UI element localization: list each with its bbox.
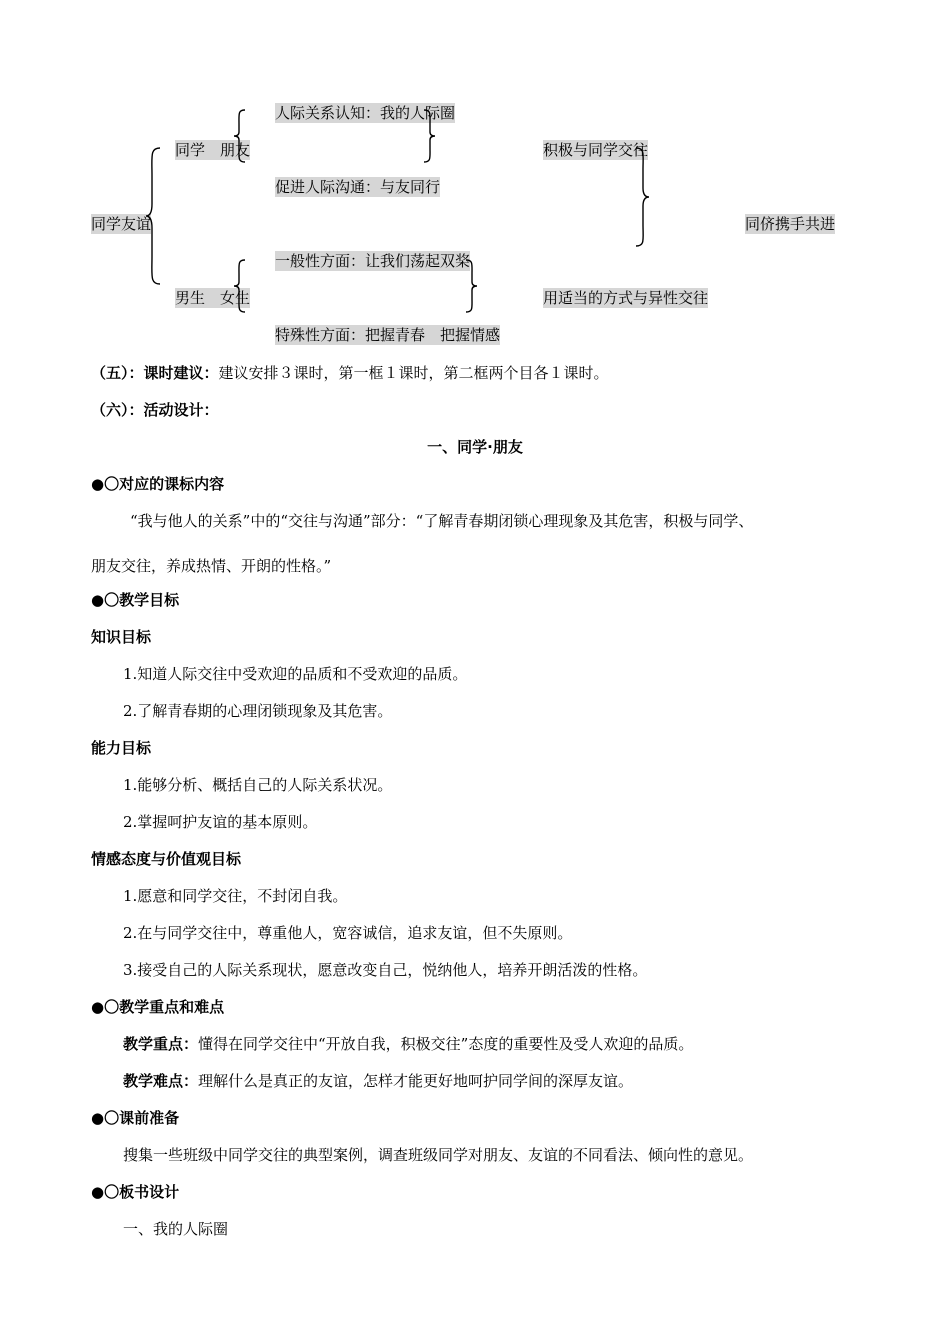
emotion-item: 3.接受自己的人际关系现状，愿意改变自己，悦纳他人，培养开朗活泼的性格。: [123, 961, 648, 979]
diagram-final: 同侪携手共进: [745, 215, 836, 233]
branch2-close-brace-icon: [463, 258, 479, 314]
emotion-item: 1.愿意和同学交往，不封闭自我。: [123, 887, 348, 905]
goals-heading: ●〇教学目标: [91, 591, 180, 609]
board-heading: ●〇板书设计: [91, 1183, 180, 1201]
branch1-result: 积极与同学交往: [543, 141, 649, 159]
diagram-root: 同学友谊: [91, 215, 152, 233]
difficulty-text: 理解什么是真正的友谊，怎样才能更好地呵护同学间的深厚友谊。: [198, 1072, 634, 1090]
prep-text: 搜集一些班级中同学交往的典型案例，调查班级同学对朋友、友谊的不同看法、倾向性的意见。: [123, 1146, 754, 1164]
section-5-label: （五）：课时建议：: [91, 364, 219, 382]
knowledge-heading: 知识目标: [91, 628, 152, 646]
ability-item: 1.能够分析、概括自己的人际关系状况。: [123, 776, 393, 794]
branch1-brace-icon: [232, 108, 248, 164]
knowledge-item: 1.知道人际交往中受欢迎的品质和不受欢迎的品质。: [123, 665, 468, 683]
branch1-item-2: 促进人际沟通：与友同行: [275, 178, 441, 196]
difficulty-line: [123, 1071, 633, 1091]
focus-text: 懂得在同学交往中“开放自我，积极交往”态度的重要性及受人欢迎的品质。: [198, 1035, 694, 1053]
branch1-close-brace-icon: [421, 108, 437, 164]
branch-classmates-friends: 同学 朋友: [175, 141, 251, 159]
standards-para-line2: 朋友交往，养成热情、开朗的性格。”: [91, 557, 332, 575]
keypoints-heading: ●〇教学重点和难点: [91, 998, 225, 1016]
branch2-brace-icon: [232, 258, 248, 314]
prep-heading: ●〇课前准备: [91, 1109, 180, 1127]
branch-boys-girls: 男生 女生: [175, 289, 251, 307]
emotion-heading: 情感态度与价值观目标: [91, 850, 242, 868]
root-brace-icon: [144, 146, 164, 286]
difficulty-label: 教学难点：: [123, 1072, 199, 1090]
standards-para-line1: “我与他人的关系”中的“交往与沟通”部分：“了解青春期闭锁心理现象及其危害，积极与同学、: [130, 512, 754, 530]
knowledge-item: 2.了解青春期的心理闭锁现象及其危害。: [123, 702, 393, 720]
lesson-title: 一、同学·朋友: [427, 438, 523, 456]
emotion-item: 2.在与同学交往中，尊重他人，宽容诚信，追求友谊，但不失原则。: [123, 924, 573, 942]
branch2-item-2: 特殊性方面：把握青春 把握情感: [275, 326, 501, 344]
section-6-label: （六）：活动设计：: [91, 401, 219, 419]
branch2-result: 用适当的方式与异性交往: [543, 289, 709, 307]
focus-label: 教学重点：: [123, 1035, 199, 1053]
ability-item: 2.掌握呵护友谊的基本原则。: [123, 813, 318, 831]
focus-line: [123, 1034, 693, 1054]
ability-heading: 能力目标: [91, 739, 152, 757]
branch2-item-1: 一般性方面：让我们荡起双桨: [275, 252, 471, 270]
section-5-text: 建议安排３课时，第一框１课时，第二框两个目各１课时。: [218, 364, 609, 382]
branch1-item-1: 人际关系认知：我的人际圈: [275, 104, 456, 122]
standards-heading: ●〇对应的课标内容: [91, 475, 225, 493]
result-brace-icon: [633, 146, 653, 248]
section-5: [91, 363, 609, 383]
board-item: 一、我的人际圈: [123, 1220, 229, 1238]
